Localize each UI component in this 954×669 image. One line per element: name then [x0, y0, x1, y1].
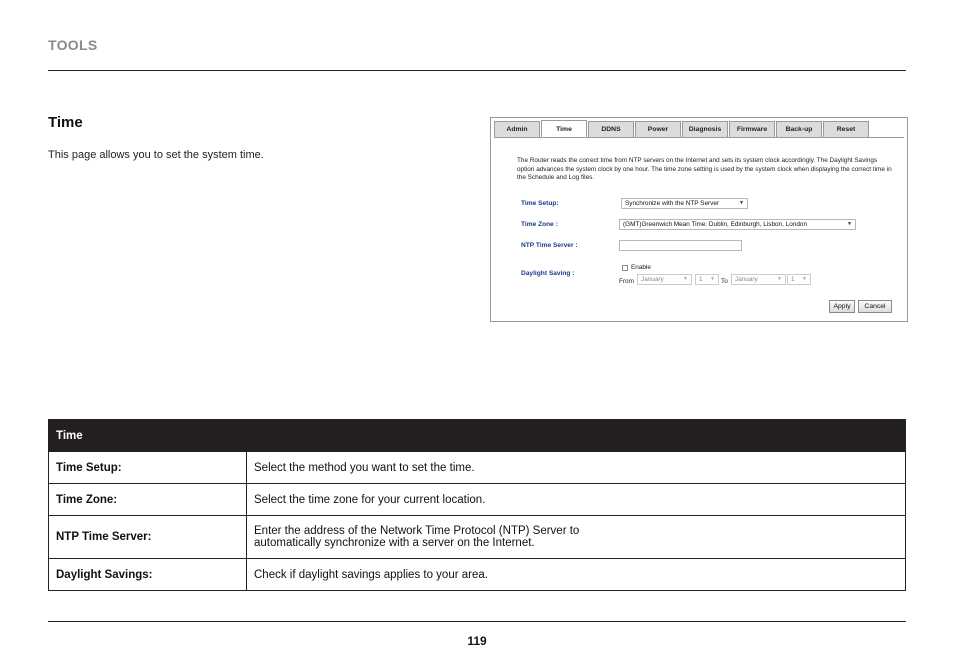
tab-time[interactable]: Time — [541, 120, 587, 138]
tab-reset[interactable]: Reset — [823, 121, 869, 137]
row-value-line: automatically synchronize with a server on the Internet. — [254, 537, 535, 549]
router-time-screenshot — [490, 117, 908, 322]
time-zone-label: Time Zone : — [521, 221, 558, 228]
to-month-value: January — [735, 276, 758, 283]
chevron-down-icon: ▼ — [739, 200, 744, 206]
row-key: Daylight Savings: — [49, 559, 247, 591]
table-title: Time — [49, 420, 906, 452]
tab-divider — [494, 137, 904, 138]
time-settings-table — [48, 419, 906, 591]
time-setup-label: Time Setup: — [521, 200, 559, 207]
tab-diagnosis[interactable]: Diagnosis — [682, 121, 728, 137]
bottom-rule — [48, 621, 906, 622]
row-value — [247, 516, 906, 559]
table-row — [49, 484, 906, 516]
top-rule — [48, 70, 906, 71]
tab-power[interactable]: Power — [635, 121, 681, 137]
page-heading: Time — [48, 114, 83, 131]
tab-admin[interactable]: Admin — [494, 121, 540, 137]
chevron-down-icon: ▼ — [847, 221, 852, 227]
to-day-value: 1 — [791, 276, 795, 283]
row-value-line: Enter the address of the Network Time Protocol (NTP) Server to — [254, 525, 580, 537]
tab-backup[interactable]: Back-up — [776, 121, 822, 137]
to-day-select[interactable] — [787, 274, 811, 285]
enable-checkbox[interactable] — [622, 265, 628, 271]
from-month-select[interactable] — [637, 274, 692, 285]
chevron-down-icon: ▼ — [777, 276, 782, 282]
time-zone-select[interactable] — [619, 219, 856, 230]
enable-label: Enable — [631, 264, 651, 271]
table-row — [49, 452, 906, 484]
time-zone-value: (GMT)Greenwich Mean Time: Dublin, Edinburgh, Lisbon, London — [623, 221, 807, 228]
page-number: 119 — [467, 634, 487, 648]
row-key: NTP Time Server: — [49, 516, 247, 559]
row-key: Time Zone: — [49, 484, 247, 516]
row-value: Select the method you want to set the time. — [247, 452, 906, 484]
to-label: To — [721, 278, 728, 285]
from-month-value: January — [641, 276, 664, 283]
table-row — [49, 559, 906, 591]
time-setup-value: Synchronize with the NTP Server — [625, 200, 720, 207]
ntp-server-input[interactable] — [619, 240, 742, 251]
ntp-server-label: NTP Time Server : — [521, 242, 578, 249]
from-day-select[interactable] — [695, 274, 719, 285]
tab-bar — [494, 120, 870, 138]
chevron-down-icon: ▼ — [710, 276, 715, 282]
to-month-select[interactable] — [731, 274, 786, 285]
time-setup-select[interactable] — [621, 198, 748, 209]
section-title: TOOLS — [48, 37, 98, 53]
from-day-value: 1 — [699, 276, 703, 283]
table-row — [49, 516, 906, 559]
row-key: Time Setup: — [49, 452, 247, 484]
table-header-row — [49, 420, 906, 452]
tab-ddns[interactable]: DDNS — [588, 121, 634, 137]
cancel-button[interactable]: Cancel — [858, 300, 892, 313]
chevron-down-icon: ▼ — [802, 276, 807, 282]
tab-firmware[interactable]: Firmware — [729, 121, 775, 137]
row-value: Select the time zone for your current location. — [247, 484, 906, 516]
daylight-saving-label: Daylight Saving : — [521, 270, 575, 277]
from-label: From — [619, 278, 634, 285]
apply-button[interactable]: Apply — [829, 300, 855, 313]
intro-text: The Router reads the correct time from NTP servers on the Internet and sets its system clock accordingly. The Daylight Savings option advances the system clock by one hour. The time zone setting is used by the system clock when displaying the correct time in the Schedule and Log files. — [517, 157, 892, 181]
row-value: Check if daylight savings applies to your area. — [247, 559, 906, 591]
chevron-down-icon: ▼ — [683, 276, 688, 282]
page-description: This page allows you to set the system time. — [48, 149, 264, 161]
